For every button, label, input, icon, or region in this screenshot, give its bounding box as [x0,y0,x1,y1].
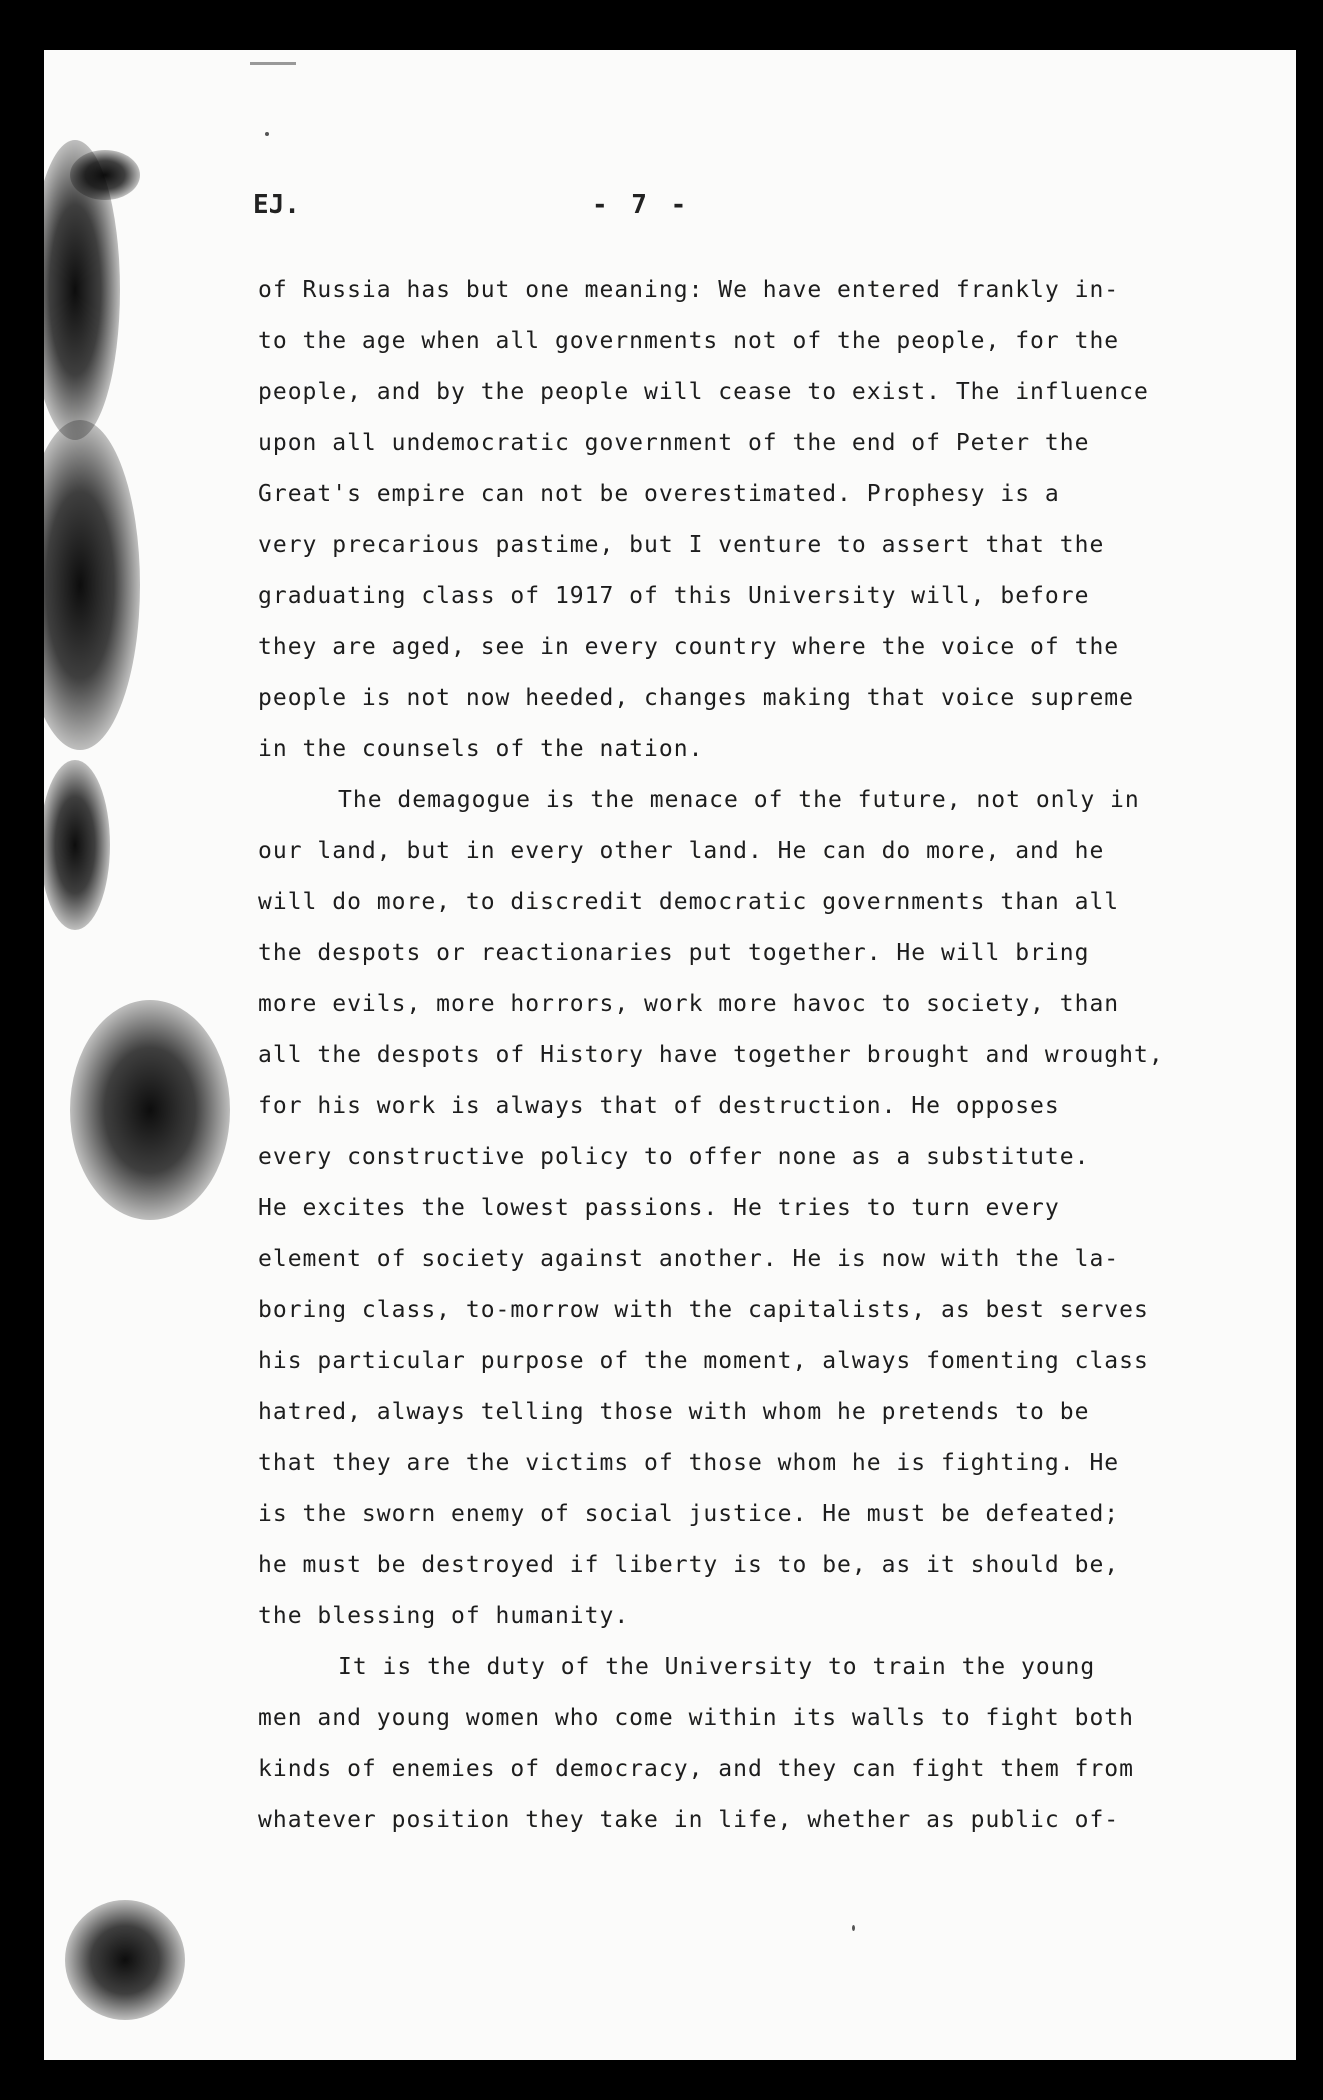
text-line: all the despots of History have together brought and wrought, [258,1042,1164,1068]
text-line: of Russia has but one meaning: We have entered frankly in- [258,277,1120,303]
text-line: people is not now heeded, changes making that voice supreme [258,685,1134,711]
text-line: people, and by the people will cease to exist. The influence [258,379,1149,405]
paragraph-start-line: It is the duty of the University to train the young [338,1654,1096,1680]
page-header [0,190,1323,230]
text-line: for his work is always that of destruction. He opposes [258,1093,1060,1119]
text-line: our land, but in every other land. He can do more, and he [258,838,1105,864]
text-line: element of society against another. He is now with the la- [258,1246,1120,1272]
text-line: boring class, to-morrow with the capitalists, as best serves [258,1297,1149,1323]
scan-mark [250,62,296,65]
text-line: will do more, to discredit democratic governments than all [258,889,1120,915]
text-line: graduating class of 1917 of this University will, before [258,583,1090,609]
paragraph-start-line: The demagogue is the menace of the future, not only in [338,787,1140,813]
text-line: very precarious pastime, but I venture to assert that the [258,532,1105,558]
text-line: whatever position they take in life, whether as public of- [258,1807,1120,1833]
header-initials: EJ. [253,190,300,220]
ink-smudge [70,1000,230,1220]
text-line: he must be destroyed if liberty is to be, as it should be, [258,1552,1120,1578]
text-line: upon all undemocratic government of the end of Peter the [258,430,1090,456]
text-line: the blessing of humanity. [258,1603,630,1629]
text-line: hatred, always telling those with whom he pretends to be [258,1399,1090,1425]
text-line: kinds of enemies of democracy, and they can fight them from [258,1756,1134,1782]
text-line: more evils, more horrors, work more havoc to society, than [258,991,1120,1017]
body-text [258,265,1218,1846]
text-line: Great's empire can not be overestimated. Prophesy is a [258,481,1060,507]
scan-mark [265,132,269,136]
ink-smudge [40,760,110,930]
ink-smudge [65,1900,185,2020]
scan-border-right [1296,0,1323,2100]
text-line: is the sworn enemy of social justice. He must be defeated; [258,1501,1120,1527]
page-number: - 7 - [592,190,691,220]
scan-mark [852,1925,855,1931]
ink-smudge [20,420,140,750]
text-line: that they are the victims of those whom he is fighting. He [258,1450,1120,1476]
text-line: men and young women who come within its walls to fight both [258,1705,1134,1731]
text-line: He excites the lowest passions. He tries to turn every [258,1195,1060,1221]
text-line: to the age when all governments not of the people, for the [258,328,1120,354]
text-line: the despots or reactionaries put together. He will bring [258,940,1090,966]
text-line: they are aged, see in every country where the voice of the [258,634,1120,660]
text-line: every constructive policy to offer none as a substitute. [258,1144,1090,1170]
text-line: in the counsels of the nation. [258,736,704,762]
text-line: his particular purpose of the moment, always fomenting class [258,1348,1149,1374]
